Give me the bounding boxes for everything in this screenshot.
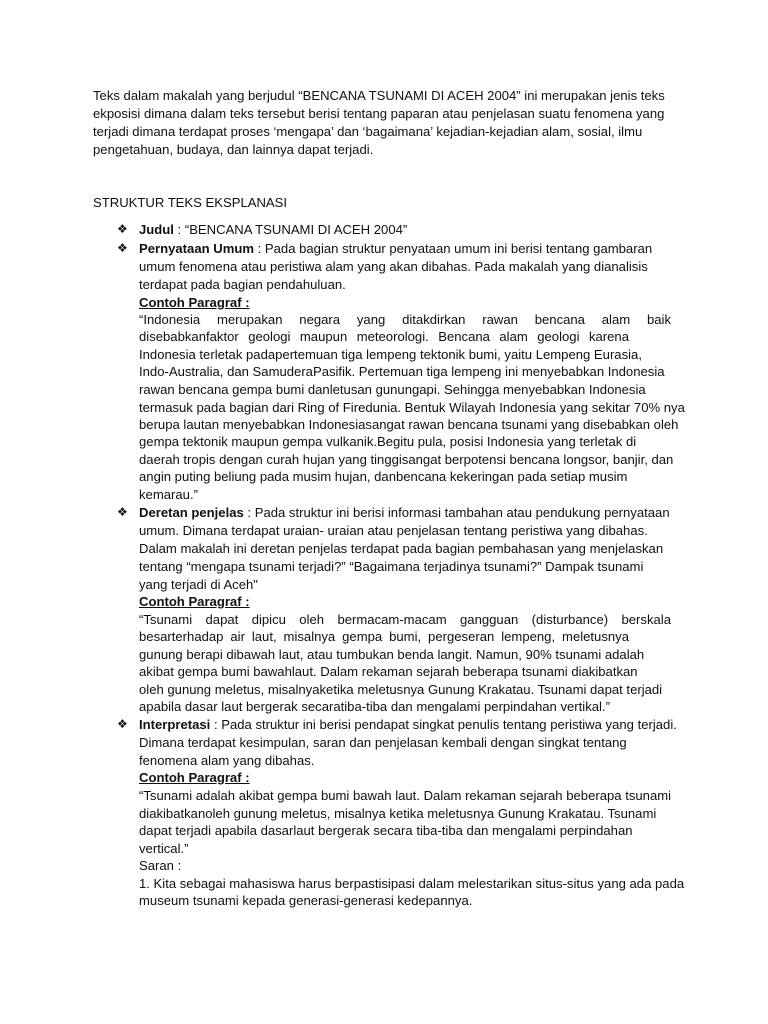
intro-line: Teks dalam makalah yang berjudul “BENCANA TSUNAMI DI ACEH 2004” ini merupakan jenis teks [93, 88, 665, 103]
judul-item [139, 221, 407, 239]
example-line: vertical.” [139, 841, 189, 856]
diamond-bullet-icon: ❖ [117, 241, 128, 255]
example-label: Contoh Paragraf : [139, 770, 250, 785]
diamond-bullet-icon: ❖ [117, 505, 128, 519]
example-line: Indo-Australia, dan SamuderaPasifik. Pertemuan tiga lempeng ini menyebabkan Indonesia [139, 364, 665, 379]
example-line: disebabkanfaktor geologi maupun meteorologi. Bencana alam geologi karena [139, 329, 629, 344]
example-line: “Indonesia merupakan negara yang ditakdirkan rawan bencana alam baik [139, 312, 671, 327]
diamond-bullet-icon: ❖ [117, 717, 128, 731]
interpretasi-text: : Pada struktur ini berisi pendapat singkat penulis tentang peristiwa yang terjadi. [210, 717, 677, 732]
deretan-penjelas-term: Deretan penjelas [139, 505, 244, 520]
example-line: daerah tropis dengan curah hujan yang tinggisangat berpotensi bencana longsor, banjir, dan [139, 452, 674, 467]
example-line: termasuk pada bagian dari Ring of Firedunia. Bentuk Wilayah Indonesia yang sekitar 70% nya [139, 400, 685, 415]
section-heading: STRUKTUR TEKS EKSPLANASI [93, 195, 288, 210]
example-line: oleh gunung meletus, misalnyaketika meletusnya Gunung Krakatau. Tsunami dapat terjadi [139, 682, 663, 697]
pernyataan-umum-line: terdapat pada bagian pendahuluan. [139, 277, 346, 292]
example-line: apabila dasar laut bergerak secaratiba-tiba dan mengalami perpindahan vertikal.” [139, 699, 610, 714]
judul-term: Judul [139, 222, 174, 237]
deretan-penjelas-line: tentang “mengapa tsunami terjadi?” “Bagaimana terjadinya tsunami?” Dampak tsunami [139, 559, 644, 574]
saran-label: Saran : [139, 858, 182, 873]
example-line: gunung berapi dibawah laut, atau tumbukan benda langit. Namun, 90% tsunami adalah [139, 647, 645, 662]
deretan-penjelas-item [139, 504, 670, 522]
deretan-penjelas-line: Dalam makalah ini deretan penjelas terdapat pada bagian pembahasan yang menjelaskan [139, 541, 664, 556]
pernyataan-umum-item [139, 240, 652, 258]
example-label: Contoh Paragraf : [139, 295, 250, 310]
example-line: gempa tektonik maupun gempa vulkanik.Begitu pula, posisi Indonesia yang terletak di [139, 434, 637, 449]
interpretasi-line: Dimana terdapat kesimpulan, saran dan penjelasan kembali dengan singkat tentang [139, 735, 627, 750]
deretan-penjelas-line: umum. Dimana terdapat uraian- uraian atau penjelasan tentang peristiwa yang dibahas. [139, 523, 648, 538]
example-line: angin puting beliung pada musim hujan, danbencana kekeringan pada setiap musim [139, 469, 628, 484]
example-line: “Tsunami adalah akibat gempa bumi bawah laut. Dalam rekaman sejarah beberapa tsunami [139, 788, 672, 803]
example-line: akibat gempa bumi bawahlaut. Dalam rekaman sejarah beberapa tsunami diakibatkan [139, 664, 638, 679]
interpretasi-item [139, 716, 677, 734]
deretan-penjelas-text: : Pada struktur ini berisi informasi tambahan atau pendukung pernyataan [243, 505, 670, 520]
pernyataan-umum-line: umum fenomena atau peristiwa alam yang akan dibahas. Pada makalah yang dianalisis [139, 259, 648, 274]
interpretasi-line: fenomena alam yang dibahas. [139, 753, 315, 768]
deretan-penjelas-line: yang terjadi di Aceh" [139, 577, 258, 592]
example-line: besarterhadap air laut, misalnya gempa bumi, pergeseran lempeng, meletusnya [139, 629, 629, 644]
diamond-bullet-icon: ❖ [117, 222, 128, 236]
example-line: kemarau.” [139, 487, 198, 502]
example-line: Indonesia terletak padapertemuan tiga lempeng tektonik bumi, yaitu Lempeng Eurasia, [139, 347, 642, 362]
pernyataan-umum-text: : Pada bagian struktur penyataan umum ini berisi tentang gambaran [253, 241, 653, 256]
example-line: diakibatkanoleh gunung meletus, misalnya ketika meletusnya Gunung Krakatau. Tsunami [139, 806, 657, 821]
saran-line: museum tsunami kepada generasi-generasi kedepannya. [139, 893, 473, 908]
saran-line: 1. Kita sebagai mahasiswa harus berpastisipasi dalam melestarikan situs-situs yang ada pada [139, 876, 685, 891]
example-line: rawan bencana gempa bumi danletusan gunungapi. Sehingga menyebabkan Indonesia [139, 382, 646, 397]
example-line: dapat terjadi apabila dasarlaut bergerak secara tiba-tiba dan mengalami perpindahan [139, 823, 633, 838]
intro-line: pengetahuan, budaya, dan lainnya dapat terjadi. [93, 142, 374, 157]
pernyataan-umum-term: Pernyataan Umum [139, 241, 254, 256]
intro-line: ekposisi dimana dalam teks tersebut berisi tentang paparan atau penjelasan suatu fenomena yang [93, 106, 665, 121]
example-label: Contoh Paragraf : [139, 594, 250, 609]
interpretasi-term: Interpretasi [139, 717, 211, 732]
intro-line: terjadi dimana terdapat proses ‘mengapa’ dan ‘bagaimana’ kejadian-kejadian alam, sosial, ilmu [93, 124, 643, 139]
example-line: “Tsunami dapat dipicu oleh bermacam-macam gangguan (disturbance) berskala [139, 612, 671, 627]
example-line: berupa lautan menyebabkan Indonesiasangat rawan bencana tsunami yang disebabkan oleh [139, 417, 679, 432]
judul-text: : “BENCANA TSUNAMI DI ACEH 2004” [173, 222, 408, 237]
